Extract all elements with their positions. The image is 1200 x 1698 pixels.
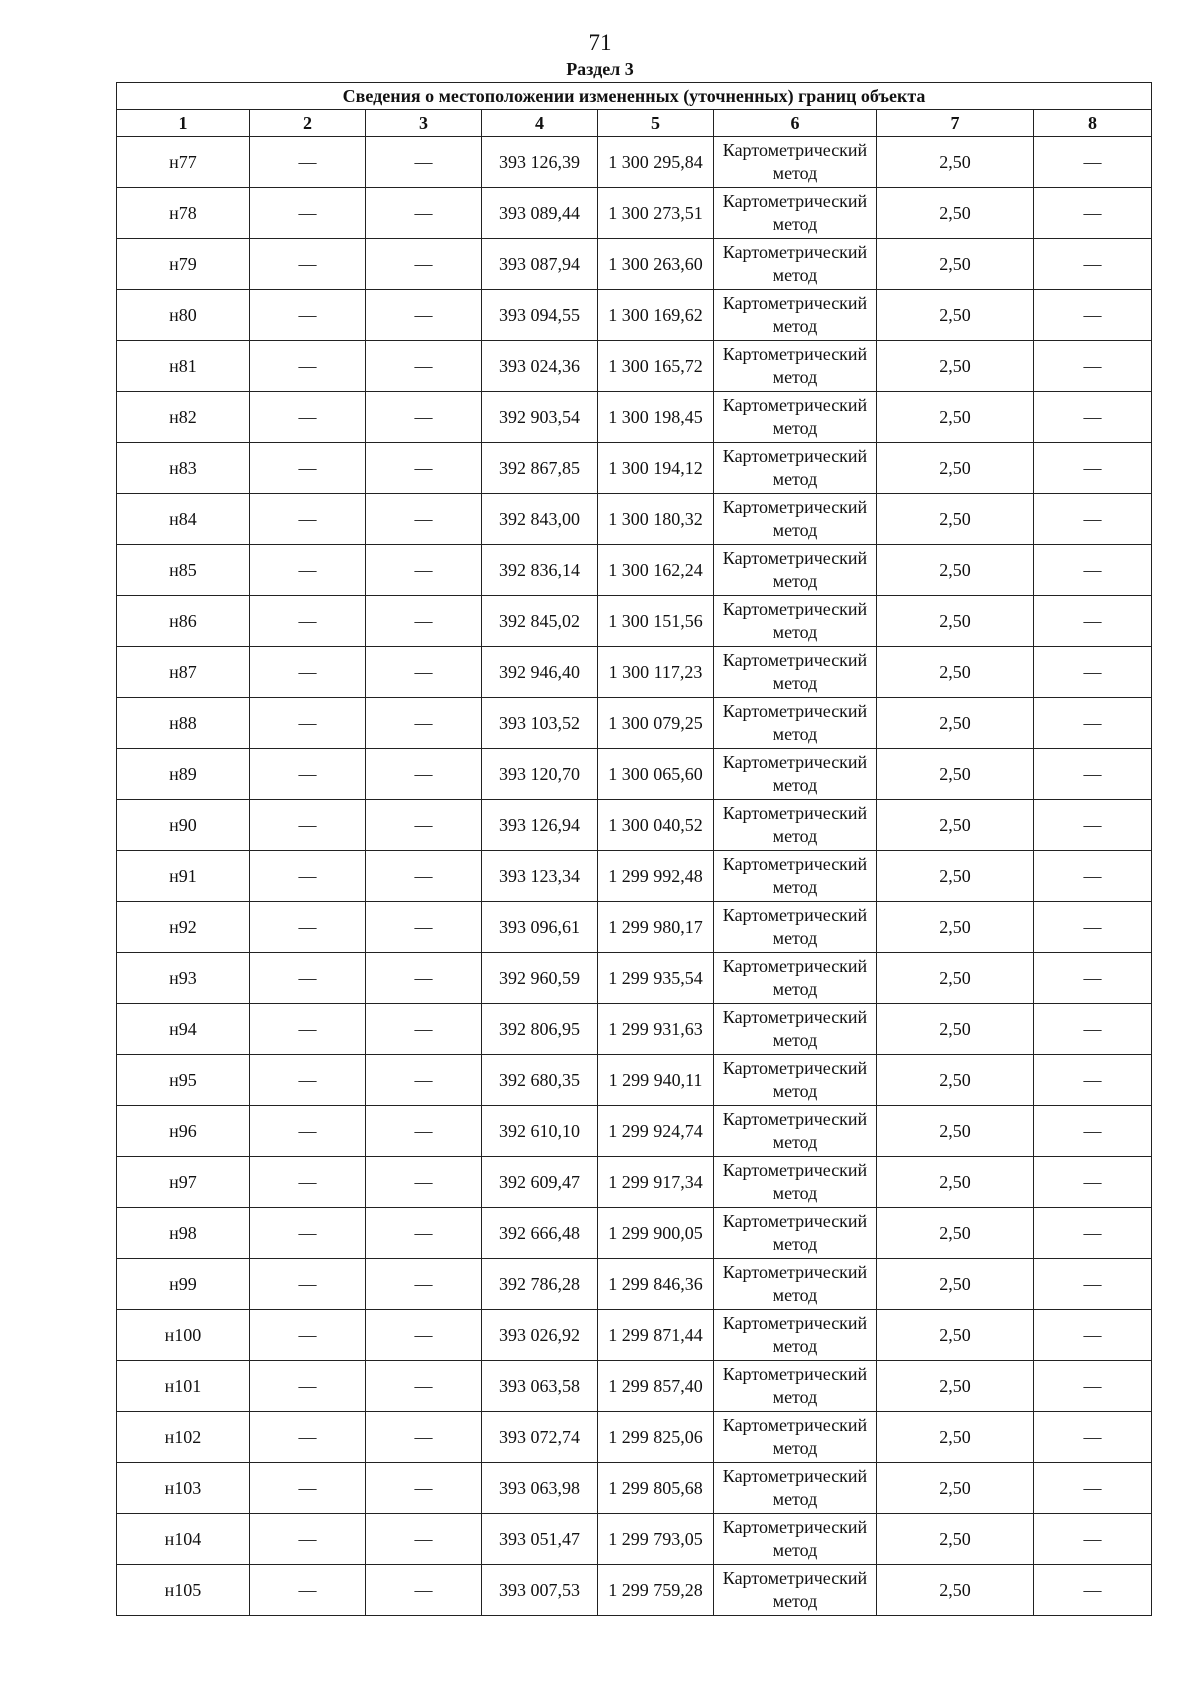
col3-cell: — xyxy=(366,137,482,188)
accuracy-cell: 2,50 xyxy=(877,1361,1034,1412)
col3-cell: — xyxy=(366,1412,482,1463)
col3-cell: — xyxy=(366,1361,482,1412)
table-row xyxy=(117,800,1152,851)
x-coordinate-cell: 392 666,48 xyxy=(482,1208,598,1259)
method-cell: Картометрический метод xyxy=(714,953,877,1004)
accuracy-cell: 2,50 xyxy=(877,902,1034,953)
y-coordinate-cell: 1 299 924,74 xyxy=(598,1106,714,1157)
table-row xyxy=(117,953,1152,1004)
point-id-cell: н103 xyxy=(117,1463,250,1514)
method-cell: Картометрический метод xyxy=(714,1412,877,1463)
table-row xyxy=(117,188,1152,239)
accuracy-cell: 2,50 xyxy=(877,1310,1034,1361)
col3-cell: — xyxy=(366,1004,482,1055)
y-coordinate-cell: 1 300 165,72 xyxy=(598,341,714,392)
x-coordinate-cell: 392 680,35 xyxy=(482,1055,598,1106)
y-coordinate-cell: 1 300 180,32 xyxy=(598,494,714,545)
col8-cell: — xyxy=(1034,1004,1152,1055)
col8-cell: — xyxy=(1034,188,1152,239)
point-id-cell: н89 xyxy=(117,749,250,800)
point-id-cell: н99 xyxy=(117,1259,250,1310)
col3-cell: — xyxy=(366,239,482,290)
point-id-cell: н82 xyxy=(117,392,250,443)
point-id-cell: н87 xyxy=(117,647,250,698)
y-coordinate-cell: 1 300 295,84 xyxy=(598,137,714,188)
x-coordinate-cell: 393 072,74 xyxy=(482,1412,598,1463)
method-cell: Картометрический метод xyxy=(714,392,877,443)
col8-cell: — xyxy=(1034,749,1152,800)
point-id-cell: н78 xyxy=(117,188,250,239)
col8-cell: — xyxy=(1034,443,1152,494)
x-coordinate-cell: 392 867,85 xyxy=(482,443,598,494)
y-coordinate-cell: 1 299 900,05 xyxy=(598,1208,714,1259)
y-coordinate-cell: 1 299 931,63 xyxy=(598,1004,714,1055)
col8-cell: — xyxy=(1034,851,1152,902)
table-row xyxy=(117,1106,1152,1157)
col8-cell: — xyxy=(1034,1514,1152,1565)
accuracy-cell: 2,50 xyxy=(877,1157,1034,1208)
point-id-cell: н83 xyxy=(117,443,250,494)
y-coordinate-cell: 1 299 917,34 xyxy=(598,1157,714,1208)
col3-cell: — xyxy=(366,1106,482,1157)
y-coordinate-cell: 1 299 805,68 xyxy=(598,1463,714,1514)
col8-cell: — xyxy=(1034,953,1152,1004)
col8-cell: — xyxy=(1034,1361,1152,1412)
col2-cell: — xyxy=(250,137,366,188)
accuracy-cell: 2,50 xyxy=(877,239,1034,290)
col8-cell: — xyxy=(1034,800,1152,851)
col2-cell: — xyxy=(250,188,366,239)
accuracy-cell: 2,50 xyxy=(877,698,1034,749)
method-cell: Картометрический метод xyxy=(714,1106,877,1157)
x-coordinate-cell: 393 007,53 xyxy=(482,1565,598,1616)
col2-cell: — xyxy=(250,239,366,290)
col3-cell: — xyxy=(366,341,482,392)
accuracy-cell: 2,50 xyxy=(877,749,1034,800)
y-coordinate-cell: 1 299 793,05 xyxy=(598,1514,714,1565)
table-row xyxy=(117,1514,1152,1565)
col8-cell: — xyxy=(1034,902,1152,953)
col3-cell: — xyxy=(366,596,482,647)
point-id-cell: н81 xyxy=(117,341,250,392)
col3-cell: — xyxy=(366,392,482,443)
method-cell: Картометрический метод xyxy=(714,341,877,392)
method-cell: Картометрический метод xyxy=(714,698,877,749)
column-numbers-row xyxy=(117,110,1152,137)
x-coordinate-cell: 393 123,34 xyxy=(482,851,598,902)
accuracy-cell: 2,50 xyxy=(877,137,1034,188)
point-id-cell: н97 xyxy=(117,1157,250,1208)
col8-cell: — xyxy=(1034,239,1152,290)
y-coordinate-cell: 1 299 980,17 xyxy=(598,902,714,953)
point-id-cell: н98 xyxy=(117,1208,250,1259)
col2-cell: — xyxy=(250,545,366,596)
col8-cell: — xyxy=(1034,1412,1152,1463)
y-coordinate-cell: 1 300 151,56 xyxy=(598,596,714,647)
accuracy-cell: 2,50 xyxy=(877,647,1034,698)
method-cell: Картометрический метод xyxy=(714,647,877,698)
col2-cell: — xyxy=(250,341,366,392)
table-row xyxy=(117,1055,1152,1106)
x-coordinate-cell: 392 786,28 xyxy=(482,1259,598,1310)
x-coordinate-cell: 392 946,40 xyxy=(482,647,598,698)
table-row xyxy=(117,341,1152,392)
accuracy-cell: 2,50 xyxy=(877,1106,1034,1157)
point-id-cell: н100 xyxy=(117,1310,250,1361)
col8-cell: — xyxy=(1034,1055,1152,1106)
accuracy-cell: 2,50 xyxy=(877,800,1034,851)
table-row xyxy=(117,647,1152,698)
col3-cell: — xyxy=(366,800,482,851)
accuracy-cell: 2,50 xyxy=(877,1259,1034,1310)
col2-cell: — xyxy=(250,443,366,494)
x-coordinate-cell: 392 609,47 xyxy=(482,1157,598,1208)
column-number-1: 1 xyxy=(117,110,250,137)
column-number-5: 5 xyxy=(598,110,714,137)
accuracy-cell: 2,50 xyxy=(877,341,1034,392)
col2-cell: — xyxy=(250,1361,366,1412)
col8-cell: — xyxy=(1034,341,1152,392)
col2-cell: — xyxy=(250,800,366,851)
col3-cell: — xyxy=(366,188,482,239)
y-coordinate-cell: 1 300 198,45 xyxy=(598,392,714,443)
point-id-cell: н101 xyxy=(117,1361,250,1412)
col3-cell: — xyxy=(366,1463,482,1514)
column-number-7: 7 xyxy=(877,110,1034,137)
y-coordinate-cell: 1 300 040,52 xyxy=(598,800,714,851)
y-coordinate-cell: 1 300 162,24 xyxy=(598,545,714,596)
y-coordinate-cell: 1 299 846,36 xyxy=(598,1259,714,1310)
x-coordinate-cell: 392 845,02 xyxy=(482,596,598,647)
point-id-cell: н85 xyxy=(117,545,250,596)
method-cell: Картометрический метод xyxy=(714,290,877,341)
method-cell: Картометрический метод xyxy=(714,800,877,851)
method-cell: Картометрический метод xyxy=(714,1208,877,1259)
point-id-cell: н90 xyxy=(117,800,250,851)
point-id-cell: н102 xyxy=(117,1412,250,1463)
table-row xyxy=(117,1259,1152,1310)
col3-cell: — xyxy=(366,1310,482,1361)
point-id-cell: н105 xyxy=(117,1565,250,1616)
accuracy-cell: 2,50 xyxy=(877,188,1034,239)
point-id-cell: н96 xyxy=(117,1106,250,1157)
col2-cell: — xyxy=(250,392,366,443)
table-row xyxy=(117,392,1152,443)
coordinates-table xyxy=(116,82,1152,1616)
point-id-cell: н77 xyxy=(117,137,250,188)
x-coordinate-cell: 393 087,94 xyxy=(482,239,598,290)
col2-cell: — xyxy=(250,1514,366,1565)
x-coordinate-cell: 393 126,94 xyxy=(482,800,598,851)
y-coordinate-cell: 1 300 169,62 xyxy=(598,290,714,341)
col3-cell: — xyxy=(366,1157,482,1208)
table-row xyxy=(117,1361,1152,1412)
col8-cell: — xyxy=(1034,1259,1152,1310)
point-id-cell: н94 xyxy=(117,1004,250,1055)
col2-cell: — xyxy=(250,1004,366,1055)
col3-cell: — xyxy=(366,1514,482,1565)
method-cell: Картометрический метод xyxy=(714,1361,877,1412)
col8-cell: — xyxy=(1034,647,1152,698)
point-id-cell: н95 xyxy=(117,1055,250,1106)
table-body xyxy=(117,137,1152,1616)
point-id-cell: н79 xyxy=(117,239,250,290)
accuracy-cell: 2,50 xyxy=(877,290,1034,341)
table-row xyxy=(117,749,1152,800)
method-cell: Картометрический метод xyxy=(714,137,877,188)
point-id-cell: н93 xyxy=(117,953,250,1004)
column-number-8: 8 xyxy=(1034,110,1152,137)
method-cell: Картометрический метод xyxy=(714,596,877,647)
column-number-3: 3 xyxy=(366,110,482,137)
table-row xyxy=(117,698,1152,749)
x-coordinate-cell: 393 103,52 xyxy=(482,698,598,749)
x-coordinate-cell: 392 843,00 xyxy=(482,494,598,545)
x-coordinate-cell: 392 806,95 xyxy=(482,1004,598,1055)
method-cell: Картометрический метод xyxy=(714,1055,877,1106)
y-coordinate-cell: 1 299 935,54 xyxy=(598,953,714,1004)
table-row xyxy=(117,1310,1152,1361)
point-id-cell: н92 xyxy=(117,902,250,953)
y-coordinate-cell: 1 300 079,25 xyxy=(598,698,714,749)
col2-cell: — xyxy=(250,851,366,902)
y-coordinate-cell: 1 300 065,60 xyxy=(598,749,714,800)
y-coordinate-cell: 1 299 857,40 xyxy=(598,1361,714,1412)
col2-cell: — xyxy=(250,1259,366,1310)
accuracy-cell: 2,50 xyxy=(877,1463,1034,1514)
x-coordinate-cell: 393 120,70 xyxy=(482,749,598,800)
col2-cell: — xyxy=(250,1157,366,1208)
section-title: Раздел 3 xyxy=(566,59,634,79)
col8-cell: — xyxy=(1034,1565,1152,1616)
point-id-cell: н91 xyxy=(117,851,250,902)
table-row xyxy=(117,443,1152,494)
col8-cell: — xyxy=(1034,1310,1152,1361)
col8-cell: — xyxy=(1034,494,1152,545)
col2-cell: — xyxy=(250,953,366,1004)
y-coordinate-cell: 1 300 117,23 xyxy=(598,647,714,698)
col3-cell: — xyxy=(366,494,482,545)
method-cell: Картометрический метод xyxy=(714,1463,877,1514)
table-row xyxy=(117,902,1152,953)
col3-cell: — xyxy=(366,545,482,596)
col3-cell: — xyxy=(366,851,482,902)
method-cell: Картометрический метод xyxy=(714,851,877,902)
table-row xyxy=(117,545,1152,596)
x-coordinate-cell: 393 051,47 xyxy=(482,1514,598,1565)
x-coordinate-cell: 392 610,10 xyxy=(482,1106,598,1157)
method-cell: Картометрический метод xyxy=(714,494,877,545)
table-row xyxy=(117,1463,1152,1514)
col2-cell: — xyxy=(250,1055,366,1106)
col2-cell: — xyxy=(250,290,366,341)
method-cell: Картометрический метод xyxy=(714,1259,877,1310)
col8-cell: — xyxy=(1034,137,1152,188)
y-coordinate-cell: 1 300 194,12 xyxy=(598,443,714,494)
accuracy-cell: 2,50 xyxy=(877,1412,1034,1463)
table-row xyxy=(117,137,1152,188)
x-coordinate-cell: 393 026,92 xyxy=(482,1310,598,1361)
col2-cell: — xyxy=(250,1463,366,1514)
col2-cell: — xyxy=(250,902,366,953)
x-coordinate-cell: 392 960,59 xyxy=(482,953,598,1004)
col8-cell: — xyxy=(1034,1463,1152,1514)
table-row xyxy=(117,1208,1152,1259)
col3-cell: — xyxy=(366,1259,482,1310)
table-row xyxy=(117,1565,1152,1616)
col8-cell: — xyxy=(1034,1208,1152,1259)
col2-cell: — xyxy=(250,596,366,647)
table-caption-row xyxy=(117,83,1152,110)
accuracy-cell: 2,50 xyxy=(877,494,1034,545)
table-caption: Сведения о местоположении измененных (уточненных) границ объекта xyxy=(117,83,1152,110)
col2-cell: — xyxy=(250,1106,366,1157)
col2-cell: — xyxy=(250,1565,366,1616)
x-coordinate-cell: 393 063,58 xyxy=(482,1361,598,1412)
table-row xyxy=(117,596,1152,647)
table-row xyxy=(117,494,1152,545)
point-id-cell: н104 xyxy=(117,1514,250,1565)
col2-cell: — xyxy=(250,698,366,749)
y-coordinate-cell: 1 300 263,60 xyxy=(598,239,714,290)
accuracy-cell: 2,50 xyxy=(877,545,1034,596)
accuracy-cell: 2,50 xyxy=(877,1514,1034,1565)
col2-cell: — xyxy=(250,1208,366,1259)
method-cell: Картометрический метод xyxy=(714,1514,877,1565)
x-coordinate-cell: 393 096,61 xyxy=(482,902,598,953)
method-cell: Картометрический метод xyxy=(714,239,877,290)
col8-cell: — xyxy=(1034,1157,1152,1208)
col8-cell: — xyxy=(1034,698,1152,749)
point-id-cell: н84 xyxy=(117,494,250,545)
method-cell: Картометрический метод xyxy=(714,443,877,494)
method-cell: Картометрический метод xyxy=(714,1565,877,1616)
method-cell: Картометрический метод xyxy=(714,1310,877,1361)
method-cell: Картометрический метод xyxy=(714,749,877,800)
table-row xyxy=(117,239,1152,290)
accuracy-cell: 2,50 xyxy=(877,596,1034,647)
x-coordinate-cell: 393 089,44 xyxy=(482,188,598,239)
y-coordinate-cell: 1 299 871,44 xyxy=(598,1310,714,1361)
accuracy-cell: 2,50 xyxy=(877,1004,1034,1055)
col8-cell: — xyxy=(1034,290,1152,341)
column-number-4: 4 xyxy=(482,110,598,137)
col3-cell: — xyxy=(366,647,482,698)
y-coordinate-cell: 1 299 759,28 xyxy=(598,1565,714,1616)
y-coordinate-cell: 1 300 273,51 xyxy=(598,188,714,239)
accuracy-cell: 2,50 xyxy=(877,392,1034,443)
table-row xyxy=(117,290,1152,341)
col3-cell: — xyxy=(366,443,482,494)
x-coordinate-cell: 393 126,39 xyxy=(482,137,598,188)
x-coordinate-cell: 392 903,54 xyxy=(482,392,598,443)
method-cell: Картометрический метод xyxy=(714,545,877,596)
method-cell: Картометрический метод xyxy=(714,1157,877,1208)
x-coordinate-cell: 393 024,36 xyxy=(482,341,598,392)
col8-cell: — xyxy=(1034,1106,1152,1157)
col3-cell: — xyxy=(366,749,482,800)
table-row xyxy=(117,851,1152,902)
accuracy-cell: 2,50 xyxy=(877,443,1034,494)
col3-cell: — xyxy=(366,953,482,1004)
accuracy-cell: 2,50 xyxy=(877,851,1034,902)
col2-cell: — xyxy=(250,1412,366,1463)
y-coordinate-cell: 1 299 940,11 xyxy=(598,1055,714,1106)
column-number-6: 6 xyxy=(714,110,877,137)
table-row xyxy=(117,1412,1152,1463)
x-coordinate-cell: 393 094,55 xyxy=(482,290,598,341)
col3-cell: — xyxy=(366,902,482,953)
col2-cell: — xyxy=(250,494,366,545)
accuracy-cell: 2,50 xyxy=(877,1565,1034,1616)
method-cell: Картометрический метод xyxy=(714,188,877,239)
column-number-2: 2 xyxy=(250,110,366,137)
col8-cell: — xyxy=(1034,545,1152,596)
accuracy-cell: 2,50 xyxy=(877,1208,1034,1259)
accuracy-cell: 2,50 xyxy=(877,953,1034,1004)
accuracy-cell: 2,50 xyxy=(877,1055,1034,1106)
col3-cell: — xyxy=(366,290,482,341)
point-id-cell: н88 xyxy=(117,698,250,749)
table-row xyxy=(117,1004,1152,1055)
col2-cell: — xyxy=(250,647,366,698)
page-number: 71 xyxy=(588,30,612,55)
x-coordinate-cell: 393 063,98 xyxy=(482,1463,598,1514)
col8-cell: — xyxy=(1034,596,1152,647)
table-row xyxy=(117,1157,1152,1208)
method-cell: Картометрический метод xyxy=(714,1004,877,1055)
col3-cell: — xyxy=(366,1055,482,1106)
y-coordinate-cell: 1 299 992,48 xyxy=(598,851,714,902)
x-coordinate-cell: 392 836,14 xyxy=(482,545,598,596)
col2-cell: — xyxy=(250,1310,366,1361)
method-cell: Картометрический метод xyxy=(714,902,877,953)
col8-cell: — xyxy=(1034,392,1152,443)
col2-cell: — xyxy=(250,749,366,800)
point-id-cell: н86 xyxy=(117,596,250,647)
y-coordinate-cell: 1 299 825,06 xyxy=(598,1412,714,1463)
point-id-cell: н80 xyxy=(117,290,250,341)
col3-cell: — xyxy=(366,1208,482,1259)
col3-cell: — xyxy=(366,698,482,749)
col3-cell: — xyxy=(366,1565,482,1616)
